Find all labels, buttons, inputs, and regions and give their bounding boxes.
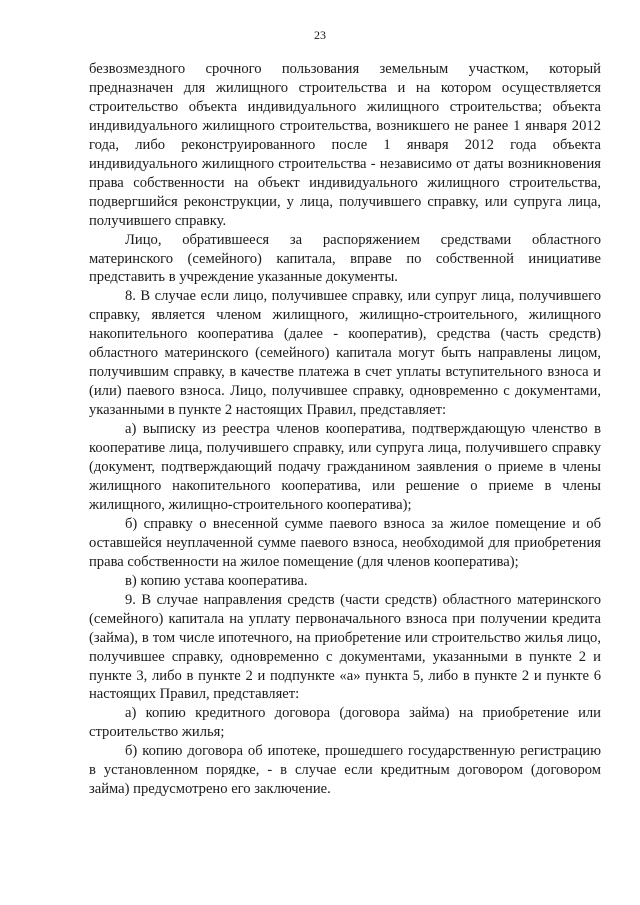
paragraph-item-8b: б) справку о внесенной сумме паевого взноса за жилое помещение и об оставшейся неуплаченной сумме паевого взноса, необходимой для приобретения права собственности на жилое помещение (для членов кооператива);: [89, 515, 601, 570]
paragraph-continuation: безвозмездного срочного пользования земельным участком, который предназначен для жилищного строительства и на котором осуществляется строительство объекта индивидуального жилищного строительства; объекта индивидуального жилищного строительства, возникшего не ранее 1 января 2012 года, либо реконструированного после 1 января 2012 года объекта индивидуального жилищного строительства - независимо от даты возникновения права собственности на объект индивидуального жилищного строительства, подвергшийся реконструкции, у лица, получившего справку, или супруга лица, получившего справку.: [89, 61, 601, 229]
paragraph-item-9a: а) копию кредитного договора (договора займа) на приобретение или строительство жилья;: [89, 705, 601, 741]
paragraph-item-9b: б) копию договора об ипотеке, прошедшего государственную регистрацию в установленном порядке, - в случае если кредитным договором (договором займа) предусмотрено его заключение.: [89, 743, 601, 798]
paragraph-item-8: 8. В случае если лицо, получившее справку, или супруг лица, получившего справку, является членом жилищного, жилищно-строительного, жилищного накопительного кооператива (далее - кооператив), средства (часть средств) областного материнского (семейного) капитала могут быть направлены лицом, получившим справку, в качестве платежа в счет уплаты вступительного взноса и (или) паевого взноса. Лицо, получившее справку, одновременно с документами, указанными в пункте 2 настоящих Правил, представляет:: [89, 288, 601, 419]
paragraph-item-9: 9. В случае направления средств (части средств) областного материнского (семейного) капитала на уплату первоначального взноса при получении кредита (займа), в том числе ипотечного, на приобретение или строительство жилья лицо, получившее справку, одновременно с документами, указанными в пункте 2 и пункте 3, либо в пункте 2 и подпункте «а» пункта 5, либо в пункте 2 и пункте 6 настоящих Правил, представляет:: [89, 591, 601, 703]
page-number: 23: [314, 28, 326, 42]
document-body: [89, 60, 601, 799]
paragraph-applicant-right: Лицо, обратившееся за распоряжением средствами областного материнского (семейного) капитала, вправе по собственной инициативе представить в учреждение указанные документы.: [89, 231, 601, 286]
paragraph-item-8a: а) выписку из реестра членов кооператива, подтверждающую членство в кооперативе лица, получившего справку, или супруга лица, получившего справку (документ, подтверждающий подачу гражданином заявления о приеме в члены жилищного накопительного кооператива, или решение о приеме в члены жилищного, жилищно-строительного кооператива);: [89, 421, 601, 513]
paragraph-item-8v: в) копию устава кооператива.: [125, 572, 308, 589]
